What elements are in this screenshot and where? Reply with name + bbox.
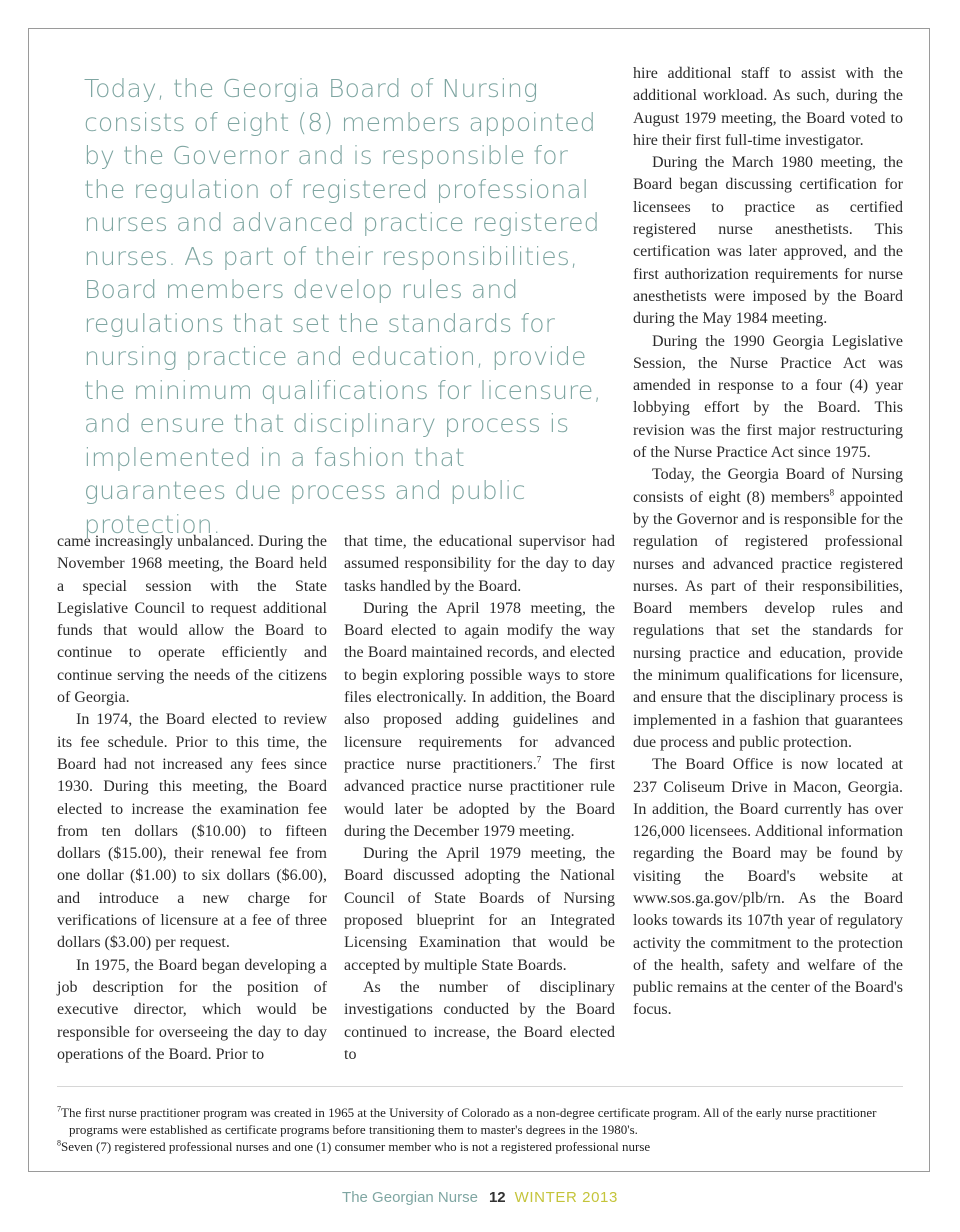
footnote-number: 7 <box>57 1104 61 1114</box>
footnote-8 <box>57 1138 907 1155</box>
paragraph: came increasingly unbalanced. During the November 1968 meeting, the Board held a special session with the State Legislative Council to request additional funds that would allow the Board to continue to operate efficiently and continue serving the needs of the citizens of Georgia. <box>57 533 327 707</box>
column-3 <box>633 63 903 1022</box>
paragraph-text: Today, the Georgia Board of Nursing consists of eight (8) members <box>633 466 903 506</box>
pull-quote: Today, the Georgia Board of Nursing consists of eight (8) members appointed by the Governor and is responsible for the regulation of registered professional nurses and advanced practice registered nurses. As part of their responsibilities, Board members develop rules and regulations that set the standards for nursing practice and education, provide the minimum qualifications for licensure, and ensure that disciplinary process is implemented in a fashion that guarantees due process and public protection. <box>84 74 602 539</box>
footnote-text: The first nurse practitioner program was created in 1965 at the University of Colorado as a non-degree certificate program. All of the early nurse practitioner programs were established as certificate programs before transitioning them to master's degrees in the 1980's. <box>61 1105 877 1137</box>
footnote-divider <box>57 1086 903 1087</box>
paragraph <box>344 598 615 843</box>
paragraph: In 1974, the Board elected to review its fee schedule. Prior to this time, the Board had not increased any fees since 1930. During this meeting, the Board elected to increase the examination fee from ten dollars ($10.00) to fifteen dollars ($15.00), their renewal fee from one dollar ($1.00) to six dollars ($6.00), and introduce a new charge for verifications of licensure at a fee of three dollars ($3.00) per request. <box>57 711 327 952</box>
paragraph: The Board Office is now located at 237 Coliseum Drive in Macon, Georgia. In addition, the Board currently has over 126,000 licensees. Additional information regarding the Board may be found by visiting the Board's website at www.sos.ga.gov/plb/rn. As the Board looks towards its 107th year of regulatory activity the commitment to the protection of the health, safety and welfare of the public remains at the center of the Board's focus. <box>633 756 903 1019</box>
footnote-number: 8 <box>57 1138 61 1148</box>
paragraph-text: During the April 1978 meeting, the Board elected to again modify the way the Board maintained records, and elected to begin exploring possible ways to store files electronically. In addition, the Board also proposed adding guidelines and licensure requirements for advanced practice nurse practitioners. <box>344 599 615 773</box>
paragraph-text: appointed by the Governor and is responsible for the regulation of registered professional nurses and advanced practice registered nurses. As part of their responsibilities, Board members develop rules and regulations that set the standards for nursing practice and education, provide the minimum qualifications for licensure, and ensure that the disciplinary process is implemented in a fashion that guarantees due process and public protection. <box>633 488 904 751</box>
column-2 <box>344 531 615 1066</box>
page-number: 12 <box>488 1189 506 1206</box>
paragraph: hire additional staff to assist with the additional workload. As such, during the August 1979 meeting, the Board voted to hire their first full-time investigator. <box>633 65 903 149</box>
page-footer <box>0 1188 960 1208</box>
column-1 <box>57 531 327 1066</box>
paragraph: In 1975, the Board began developing a job description for the position of executive director, which would be responsible for overseeing the day to day operations of the Board. Prior to <box>57 956 327 1063</box>
paragraph <box>633 464 903 754</box>
paragraph: During the 1990 Georgia Legislative Session, the Nurse Practice Act was amended in response to a four (4) year lobbying effort by the Board. This revision was the first major restructuring of the Nurse Practice Act since 1975. <box>633 332 903 462</box>
paragraph: As the number of disciplinary investigations conducted by the Board continued to increase, the Board elected to <box>344 978 615 1063</box>
footnote-7 <box>57 1104 907 1138</box>
footnote-text: Seven (7) registered professional nurses and one (1) consumer member who is not a registered professional nurse <box>61 1139 651 1154</box>
publication-name: The Georgian Nurse <box>342 1189 478 1206</box>
paragraph: that time, the educational supervisor had assumed responsibility for the day to day tasks handled by the Board. <box>344 533 615 595</box>
paragraph: During the March 1980 meeting, the Board began discussing certification for licensees to practice as certified registered nurse anesthetists. This certification was later approved, and the first authorization requirements for nurse anesthetists were imposed by the Board during the May 1984 meeting. <box>633 154 903 328</box>
issue-label: WINTER 2013 <box>514 1189 618 1206</box>
paragraph-text: The first advanced practice nurse practitioner rule would later be adopted by the Board during the December 1979 meeting. <box>344 755 616 840</box>
footnotes <box>57 1104 907 1155</box>
paragraph: During the April 1979 meeting, the Board discussed adopting the National Council of State Boards of Nursing proposed blueprint for an Integrated Licensing Examination that would be accepted by multiple State Boards. <box>344 845 615 974</box>
footnote-ref-8: 8 <box>829 487 835 498</box>
footnote-ref-7: 7 <box>536 754 542 765</box>
